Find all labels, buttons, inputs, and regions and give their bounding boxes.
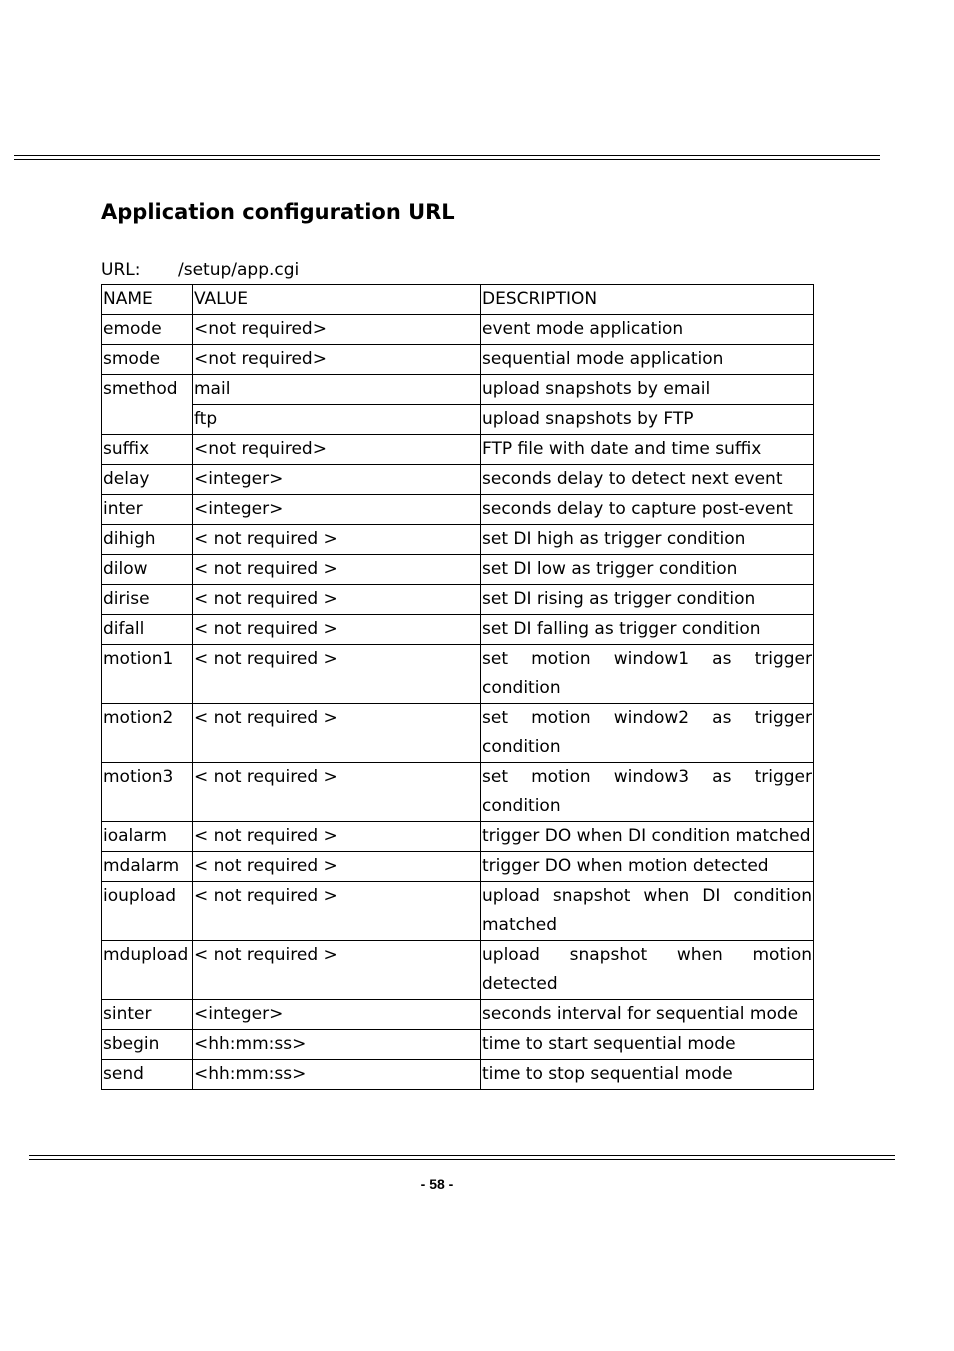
cell-description: seconds delay to capture post-event [481, 495, 814, 525]
cell-name: sinter [102, 1000, 193, 1030]
table-row [102, 763, 814, 822]
cell-description: set motion window1 as trigger condition [481, 645, 814, 704]
cell-value: < not required > [193, 645, 481, 704]
cell-value: <not required> [193, 345, 481, 375]
table-row [102, 941, 814, 1000]
cell-value: ftp [193, 405, 481, 435]
cell-value: <not required> [193, 315, 481, 345]
cell-name: mdupload [102, 941, 193, 1000]
cell-name: send [102, 1060, 193, 1090]
cell-description: sequential mode application [481, 345, 814, 375]
cell-description: FTP file with date and time suffix [481, 435, 814, 465]
cell-value: <hh:mm:ss> [193, 1060, 481, 1090]
cell-name [102, 405, 193, 435]
url-value: /setup/app.cgi [178, 260, 300, 280]
table-row [102, 585, 814, 615]
table-row [102, 1000, 814, 1030]
cell-value: < not required > [193, 525, 481, 555]
column-header-description: DESCRIPTION [481, 285, 814, 315]
cell-name: smode [102, 345, 193, 375]
parameter-table [101, 284, 814, 1090]
column-header-value: VALUE [193, 285, 481, 315]
url-line [101, 258, 299, 282]
cell-value: < not required > [193, 941, 481, 1000]
table-row [102, 345, 814, 375]
cell-description: time to stop sequential mode [481, 1060, 814, 1090]
cell-description: set DI high as trigger condition [481, 525, 814, 555]
table-row [102, 495, 814, 525]
cell-value: < not required > [193, 852, 481, 882]
footer-rule-lower [29, 1159, 895, 1160]
table-row [102, 525, 814, 555]
table-row [102, 615, 814, 645]
cell-name: sbegin [102, 1030, 193, 1060]
page-number: - 58 - [420, 1176, 454, 1192]
cell-name: mdalarm [102, 852, 193, 882]
cell-value: <integer> [193, 1000, 481, 1030]
cell-description: set motion window3 as trigger condition [481, 763, 814, 822]
url-label: URL: [101, 260, 141, 280]
cell-value: < not required > [193, 822, 481, 852]
column-header-name: NAME [102, 285, 193, 315]
cell-name: smethod [102, 375, 193, 405]
header-rule-lower [14, 159, 880, 160]
cell-value: < not required > [193, 555, 481, 585]
cell-value: < not required > [193, 585, 481, 615]
footer-rule-upper [29, 1155, 895, 1156]
cell-description: upload snapshot when DI condition matched [481, 882, 814, 941]
table-row [102, 822, 814, 852]
cell-name: difall [102, 615, 193, 645]
table-row [102, 882, 814, 941]
table-row [102, 465, 814, 495]
cell-description: upload snapshot when motion detected [481, 941, 814, 1000]
cell-description: upload snapshots by FTP [481, 405, 814, 435]
table-row [102, 435, 814, 465]
table-row [102, 405, 814, 435]
cell-value: <not required> [193, 435, 481, 465]
parameter-table-body [102, 285, 814, 1090]
cell-name: ioalarm [102, 822, 193, 852]
cell-value: < not required > [193, 615, 481, 645]
cell-value: < not required > [193, 763, 481, 822]
cell-name: dilow [102, 555, 193, 585]
cell-name: ioupload [102, 882, 193, 941]
cell-description: set DI rising as trigger condition [481, 585, 814, 615]
cell-name: emode [102, 315, 193, 345]
cell-value: <integer> [193, 495, 481, 525]
table-header-row [102, 285, 814, 315]
table-row [102, 645, 814, 704]
cell-value: mail [193, 375, 481, 405]
cell-name: motion2 [102, 704, 193, 763]
cell-description: seconds delay to detect next event [481, 465, 814, 495]
cell-description: upload snapshots by email [481, 375, 814, 405]
cell-name: motion1 [102, 645, 193, 704]
cell-description: event mode application [481, 315, 814, 345]
table-row [102, 555, 814, 585]
cell-name: inter [102, 495, 193, 525]
cell-value: <hh:mm:ss> [193, 1030, 481, 1060]
cell-description: seconds interval for sequential mode [481, 1000, 814, 1030]
cell-description: time to start sequential mode [481, 1030, 814, 1060]
cell-description: set DI low as trigger condition [481, 555, 814, 585]
cell-description: set motion window2 as trigger condition [481, 704, 814, 763]
cell-name: delay [102, 465, 193, 495]
cell-name: dihigh [102, 525, 193, 555]
cell-value: <integer> [193, 465, 481, 495]
cell-name: suffix [102, 435, 193, 465]
page-title: Application configuration URL [101, 200, 455, 224]
table-row [102, 852, 814, 882]
header-rule-upper [14, 155, 880, 156]
cell-name: dirise [102, 585, 193, 615]
cell-description: trigger DO when DI condition matched [481, 822, 814, 852]
cell-value: < not required > [193, 704, 481, 763]
table-row [102, 315, 814, 345]
table-row [102, 1030, 814, 1060]
cell-description: set DI falling as trigger condition [481, 615, 814, 645]
table-row [102, 1060, 814, 1090]
cell-value: < not required > [193, 882, 481, 941]
cell-name: motion3 [102, 763, 193, 822]
cell-description: trigger DO when motion detected [481, 852, 814, 882]
table-row [102, 375, 814, 405]
table-row [102, 704, 814, 763]
